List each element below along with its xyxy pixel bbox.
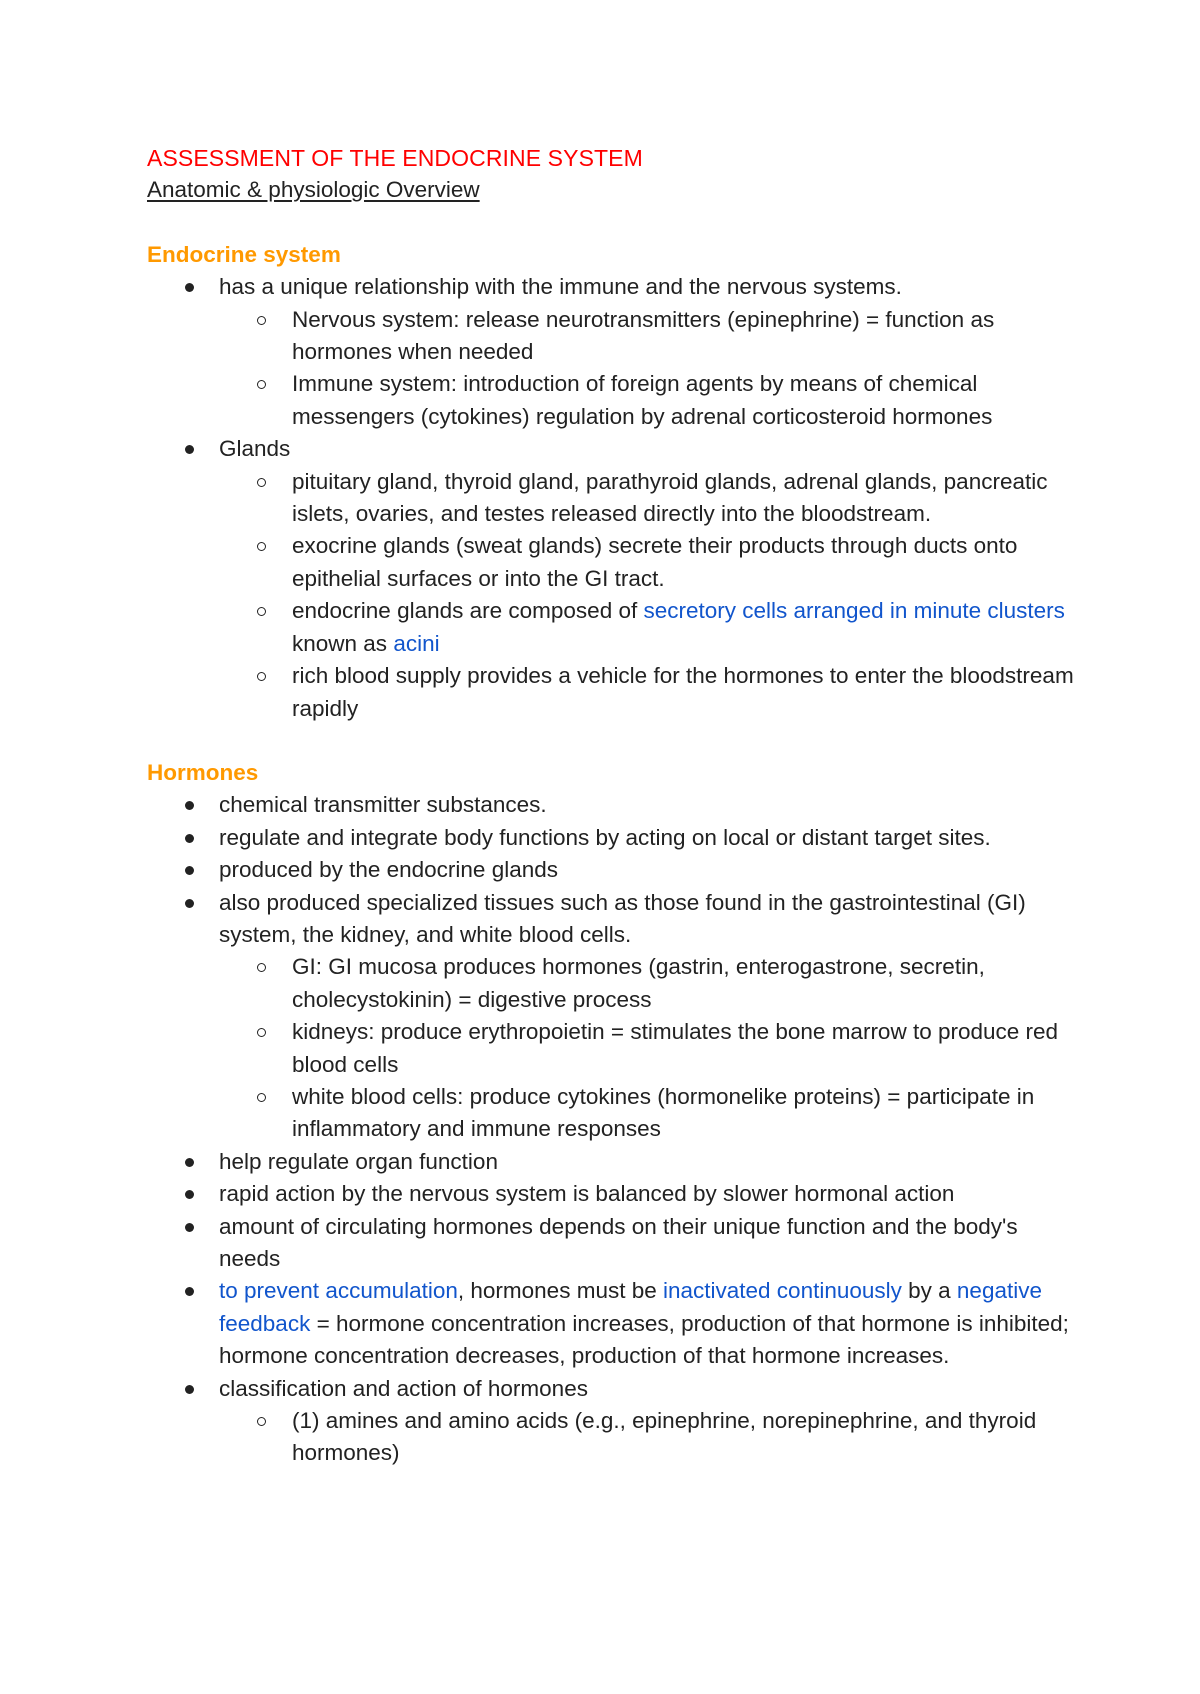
highlighted-text: acini <box>393 630 440 656</box>
document-subtitle: Anatomic & physiologic Overview <box>147 177 480 203</box>
section-heading-hormones: Hormones <box>147 759 259 785</box>
sub-list-item-text: white blood cells: produce cytokines (hormonelike proteins) = participate in inflammatory and immune responses <box>292 1083 1035 1142</box>
sub-list <box>219 1405 1077 1470</box>
sub-list-item <box>147 1405 1077 1470</box>
list-item-text: rapid action by the nervous system is balanced by slower hormonal action <box>219 1181 955 1207</box>
document-title: ASSESSMENT OF THE ENDOCRINE SYSTEM <box>147 145 643 171</box>
document-page <box>147 142 1077 1470</box>
list-item <box>147 433 1077 725</box>
list-item <box>147 789 1077 821</box>
sub-list-item <box>147 466 1077 531</box>
list-item-text: also produced specialized tissues such as those found in the gastrointestinal (GI) system, the kidney, and white blood cells. <box>219 889 1026 947</box>
list-item-text: by a <box>901 1278 957 1304</box>
section-heading-endocrine: Endocrine system <box>147 241 341 267</box>
list-item <box>147 1373 1077 1470</box>
sub-list-item <box>147 660 1077 725</box>
list-item-text: chemical transmitter substances. <box>219 792 547 818</box>
sub-list-item-text: known as <box>292 630 394 656</box>
sub-list-item <box>147 951 1077 1016</box>
list-item <box>147 1178 1077 1210</box>
sub-list-item-text: (1) amines and amino acids (e.g., epinephrine, norepinephrine, and thyroid hormones) <box>292 1408 1037 1466</box>
list-item <box>147 1146 1077 1178</box>
list-item-text: = hormone concentration increases, production of that hormone is inhibited; hormone concentration decreases, production of that hormone increases. <box>219 1310 1069 1369</box>
sub-list <box>219 466 1077 725</box>
sub-list-item <box>147 1081 1077 1146</box>
list-item-text: help regulate organ function <box>219 1148 498 1174</box>
sub-list-item-text: GI: GI mucosa produces hormones (gastrin, enterogastrone, secretin, cholecystokinin) = digestive process <box>292 954 985 1012</box>
spacer <box>147 207 1077 239</box>
sub-list-item <box>147 530 1077 595</box>
list-item-text: classification and action of hormones <box>219 1375 588 1401</box>
sub-list-item-text: pituitary gland, thyroid gland, parathyroid glands, adrenal glands, pancreatic islets, ovaries, and testes released directly into the bloodstream. <box>292 468 1048 527</box>
sub-list-item <box>147 304 1077 369</box>
list-item <box>147 1275 1077 1372</box>
endocrine-list <box>147 271 1077 725</box>
list-item-text: regulate and integrate body functions by acting on local or distant target sites. <box>219 824 991 850</box>
sub-list-item-text: Nervous system: release neurotransmitters (epinephrine) = function as hormones when needed <box>292 306 995 365</box>
sub-list <box>219 951 1077 1145</box>
highlighted-text: to prevent accumulation <box>219 1278 458 1304</box>
sub-list-item <box>147 368 1077 433</box>
sub-list-item-text: exocrine glands (sweat glands) secrete their products through ducts onto epithelial surfaces or into the GI tract. <box>292 533 1018 591</box>
list-item <box>147 887 1077 1146</box>
highlighted-text: inactivated continuously <box>662 1278 902 1304</box>
list-item <box>147 854 1077 886</box>
list-item <box>147 271 1077 433</box>
highlighted-text: negative feedback <box>219 1278 1042 1336</box>
sub-list-item-text: rich blood supply provides a vehicle for the hormones to enter the bloodstream rapidly <box>292 663 1074 721</box>
list-item-text: produced by the endocrine glands <box>219 857 558 883</box>
sub-list-item-text: kidneys: produce erythropoietin = stimulates the bone marrow to produce red blood cells <box>292 1019 1059 1077</box>
sub-list-item <box>147 595 1077 660</box>
spacer <box>147 725 1077 757</box>
sub-list-item-text: Immune system: introduction of foreign agents by means of chemical messengers (cytokines) regulation by adrenal corticosteroid hormones <box>292 371 993 429</box>
sub-list-item <box>147 1016 1077 1081</box>
list-item <box>147 822 1077 854</box>
hormones-list <box>147 789 1077 1470</box>
list-item <box>147 1211 1077 1276</box>
list-item-text: amount of circulating hormones depends on their unique function and the body's needs <box>219 1213 1018 1271</box>
list-item-text: has a unique relationship with the immune and the nervous systems. <box>219 274 902 300</box>
sub-list-item-text: endocrine glands are composed of <box>292 598 644 624</box>
list-item-text: , hormones must be <box>457 1278 663 1304</box>
list-item-text: Glands <box>219 436 291 462</box>
highlighted-text: secretory cells arranged in minute clusters <box>643 598 1065 624</box>
sub-list <box>219 304 1077 434</box>
